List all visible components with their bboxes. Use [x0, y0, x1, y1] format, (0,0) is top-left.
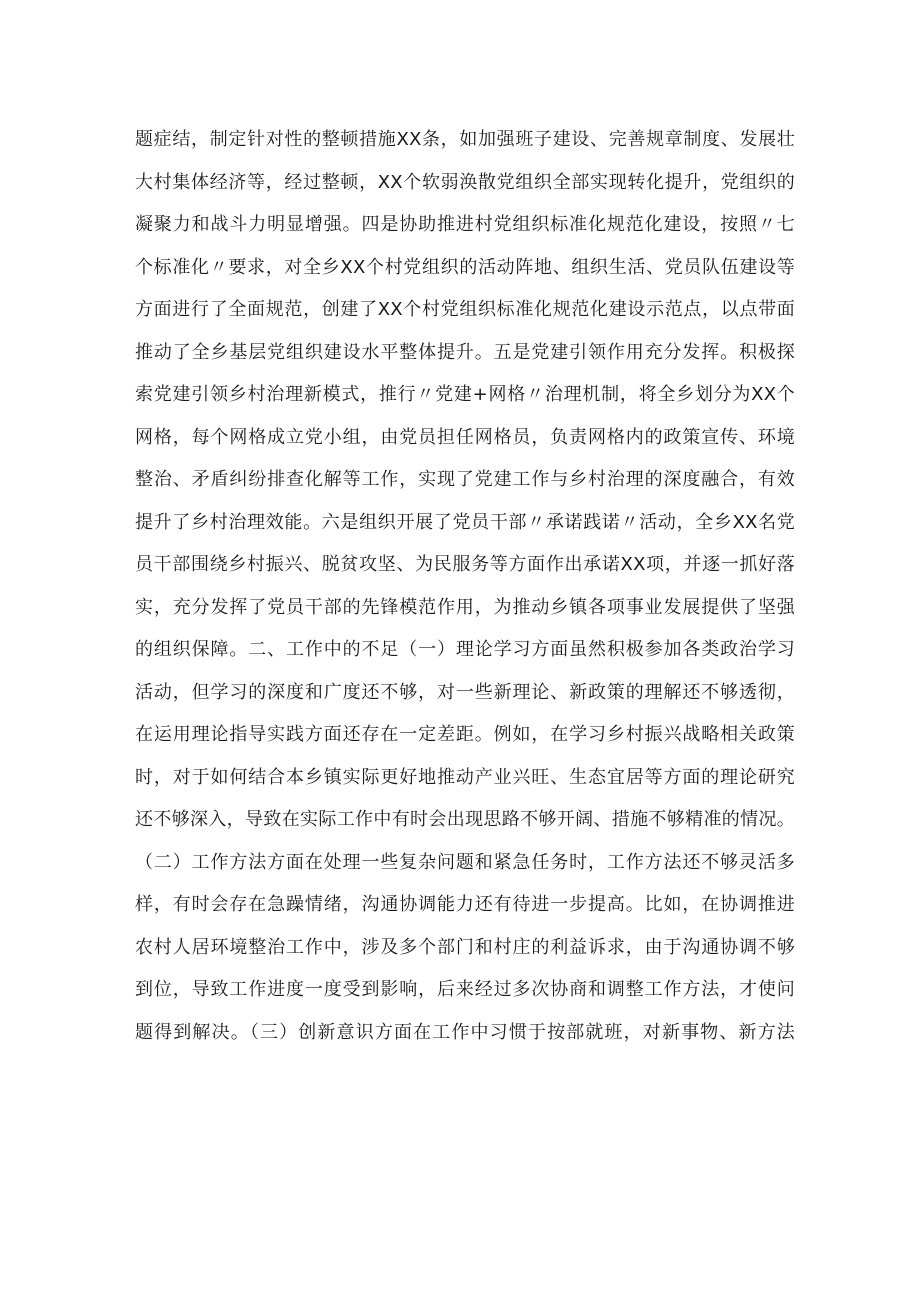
text-line: 活动，但学习的深度和广度还不够，对一些新理论、新政策的理解还不够透彻，	[135, 681, 795, 703]
text-line: 还不够深入，导致在实际工作中有时会出现思路不够开阔、措施不够精准的情况。	[135, 809, 795, 830]
text-line: （二）工作方法方面在处理一些复杂问题和紧急任务时，工作方法还不够灵活多	[135, 851, 795, 873]
text-line: 实，充分发挥了党员干部的先锋模范作用，为推动乡镇各项事业发展提供了坚强	[135, 596, 795, 618]
text-line: 员干部围绕乡村振兴、脱贫攻坚、为民服务等方面作出承诺XX项，并逐一抓好落	[135, 554, 795, 575]
text-line: 整治、矛盾纠纷排查化解等工作，实现了党建工作与乡村治理的深度融合，有效	[135, 469, 795, 490]
text-line: 凝聚力和战斗力明显增强。四是协助推进村党组织标准化规范化建设，按照〃七	[135, 214, 795, 235]
text-line: 的组织保障。二、工作中的不足（一）理论学习方面虽然积极参加各类政治学习	[135, 639, 795, 660]
text-line: 到位，导致工作进度一度受到影响，后来经过多次协商和调整工作方法，才使问	[135, 979, 795, 1000]
text-line: 提升了乡村治理效能。六是组织开展了党员干部〃承诺践诺〃活动，全乡XX名党	[135, 511, 795, 533]
text-line: 时，对于如何结合本乡镇实际更好地推动产业兴旺、生态宜居等方面的理论研究	[135, 766, 795, 788]
text-line: 样，有时会存在急躁情绪，沟通协调能力还有待进一步提高。比如，在协调推进	[135, 894, 795, 915]
text-line: 个标准化〃要求，对全乡XX个村党组织的活动阵地、组织生活、党员队伍建设等	[135, 256, 795, 278]
text-line: 网格，每个网格成立党小组，由党员担任网格员，负责网格内的政策宣传、环境	[135, 426, 795, 448]
text-line: 在运用理论指导实践方面还存在一定差距。例如，在学习乡村振兴战略相关政策	[135, 724, 795, 745]
text-line: 题得到解决。（三）创新意识方面在工作中习惯于按部就班，对新事物、新方法	[135, 1021, 795, 1043]
text-line: 推动了全乡基层党组织建设水平整体提升。五是党建引领作用充分发挥。积极探	[135, 341, 795, 363]
text-line: 题症结，制定针对性的整顿措施XX条，如加强班子建设、完善规章制度、发展壮	[135, 129, 795, 150]
body-text	[135, 119, 795, 1054]
text-line: 农村人居环境整治工作中，涉及多个部门和村庄的利益诉求，由于沟通协调不够	[135, 936, 795, 958]
text-line: 索党建引领乡村治理新模式，推行〃党建+网格〃治理机制，将全乡划分为XX个	[135, 384, 795, 405]
text-line: 大村集体经济等，经过整顿，XX个软弱涣散党组织全部实现转化提升，党组织的	[135, 171, 795, 193]
text-line: 方面进行了全面规范，创建了XX个村党组织标准化规范化建设示范点，以点带面	[135, 299, 795, 320]
